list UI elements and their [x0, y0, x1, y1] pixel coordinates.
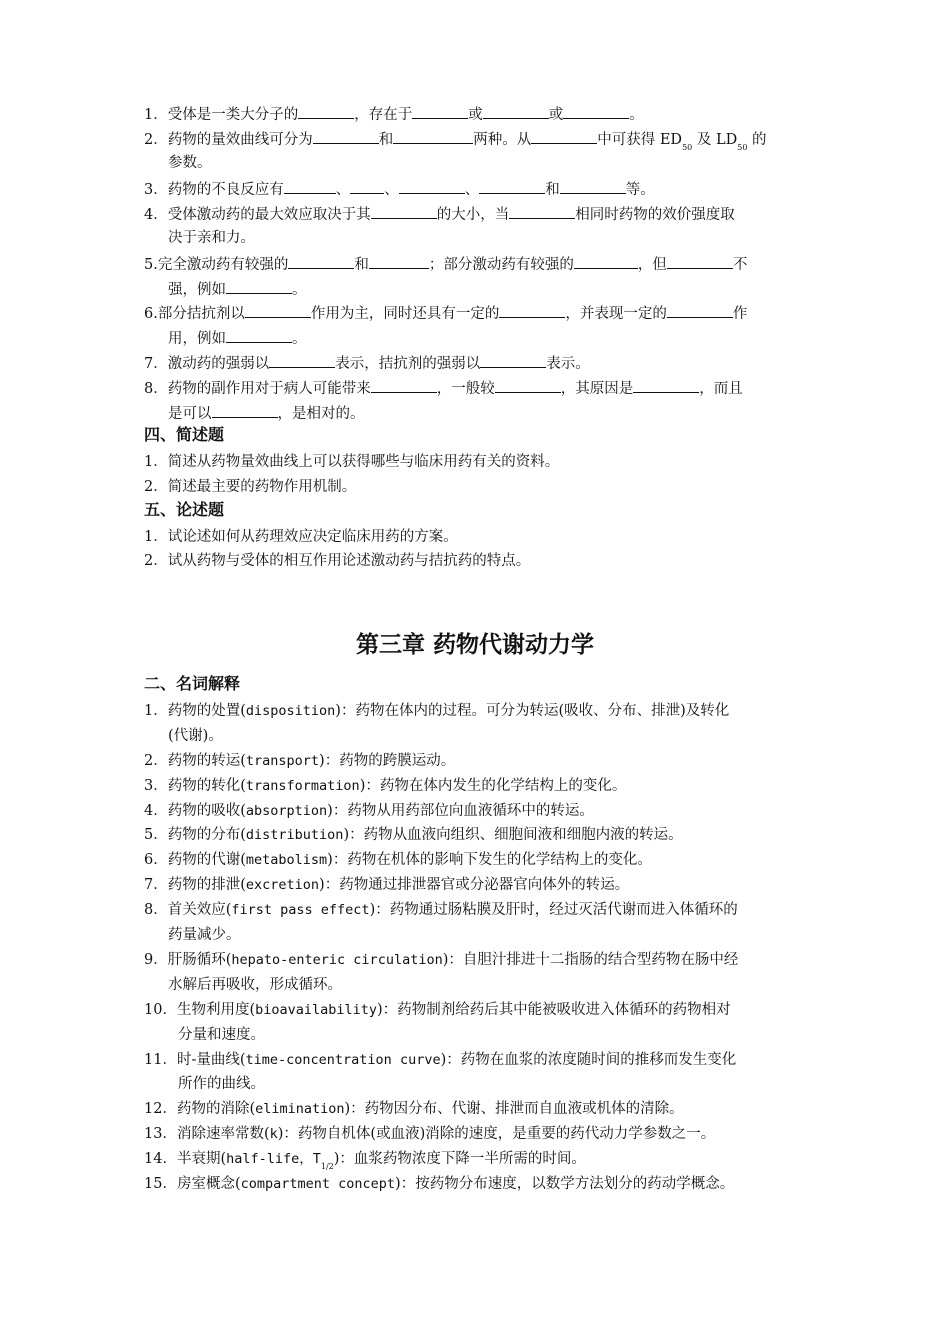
blank [369, 253, 429, 269]
text: 。 [292, 282, 307, 298]
english-term: bioavailability [255, 1002, 378, 1018]
text: 6.部分拮抗剂以 [144, 306, 245, 322]
subscript: 1/2 [320, 1162, 334, 1171]
blank [574, 253, 638, 269]
blank [479, 178, 545, 194]
text: 不 [732, 257, 748, 273]
glossary-term-7 [144, 875, 810, 895]
text: 6．药物的代谢( [144, 852, 246, 868]
fill-blank-q5-cont [168, 278, 810, 300]
blank [480, 352, 546, 368]
blank [633, 377, 699, 393]
text: )：药物通过排泄器官或分泌器官向体外的转运。 [319, 877, 630, 893]
text: 3．药物的不良反应有 [144, 182, 284, 198]
text: 等。 [625, 182, 655, 198]
text: ，一般较 [436, 381, 495, 397]
english-term: distribution [245, 827, 344, 843]
english-term: absorption [245, 803, 328, 819]
english-term: metabolism [245, 852, 328, 868]
text: )：药物从用药部位向血液循环中的转运。 [327, 803, 594, 819]
text: ，是相对的。 [277, 406, 365, 422]
text: )：药物通过肠粘膜及肝时，经过灭活代谢而进入体循环的 [369, 902, 738, 918]
blank [667, 253, 733, 269]
fill-blank-q8 [144, 377, 810, 399]
text: 4．受体激动药的最大效应取决于其 [144, 207, 371, 223]
blank [412, 103, 468, 119]
text: 表示。 [546, 356, 590, 372]
text: 3．药物的转化( [144, 778, 246, 794]
text: )：药物在体内发生的化学结构上的变化。 [359, 778, 627, 794]
text: 5．药物的分布( [144, 827, 246, 843]
english-term: time-concentration curve [245, 1052, 441, 1068]
text: 4．药物的吸收( [144, 803, 246, 819]
text: 13．消除速率常数( [144, 1126, 270, 1142]
fill-blank-q1 [144, 103, 810, 125]
text: 。 [292, 331, 307, 347]
text: 11．时-量曲线( [144, 1052, 246, 1068]
english-term: first pass effect [231, 902, 370, 918]
essay-q1: 1．试论述如何从药理效应决定临床用药的方案。 [144, 529, 458, 545]
section-heading-short-answer: 四、简述题 [144, 425, 225, 444]
text: 9．肝肠循环( [144, 952, 232, 968]
blank [495, 377, 561, 393]
blank [499, 302, 565, 318]
glossary-term-9-cont: 水解后再吸收，形成循环。 [168, 977, 342, 993]
text: 2．药物的量效曲线可分为 [144, 132, 313, 148]
section-heading-essay: 五、论述题 [144, 500, 225, 519]
text: )：药物因分布、代谢、排泄而自血液或机体的清除。 [344, 1101, 684, 1117]
text: )：药物在机体的影响下发生的化学结构上的变化。 [327, 852, 652, 868]
english-term: elimination [255, 1101, 345, 1117]
text: 10．生物利用度( [144, 1002, 256, 1018]
text: )：药物的跨膜运动。 [319, 753, 456, 769]
glossary-term-12 [144, 1099, 810, 1119]
blank [563, 103, 629, 119]
glossary-term-10-cont: 分量和速度。 [178, 1027, 265, 1043]
text: ，存在于 [354, 107, 413, 123]
text: 和 [378, 132, 394, 148]
text: 14．半衰期( [144, 1151, 227, 1167]
fill-blank-q3 [144, 178, 810, 200]
glossary-term-3 [144, 776, 810, 796]
text: 、 [384, 182, 399, 198]
text: )：自胆汁排进十二指肠的结合型药物在肠中经 [442, 952, 739, 968]
text: 12．药物的消除( [144, 1101, 256, 1117]
blank [269, 352, 335, 368]
text: )：血浆药物浓度下降一半所需的时间。 [333, 1151, 586, 1167]
essay-q2: 2．试从药物与受体的相互作用论述激动药与拮抗药的特点。 [144, 553, 531, 569]
fill-blank-q5 [144, 253, 810, 275]
glossary-term-8 [144, 900, 810, 920]
text: 相同时药物的效价强度取 [575, 207, 735, 223]
text: 7．药物的排泄( [144, 877, 246, 893]
text: 8．药物的副作用对于病人可能带来 [144, 381, 371, 397]
glossary-term-8-cont: 药量减少。 [168, 927, 241, 943]
glossary-term-6 [144, 850, 810, 870]
text: 1．受体是一类大分子的 [144, 107, 299, 123]
blank [371, 203, 437, 219]
fill-blank-q7 [144, 352, 810, 374]
glossary-term-4 [144, 801, 810, 821]
text: ，其原因是 [560, 381, 634, 397]
blank [313, 128, 379, 144]
text: 7．激动药的强弱以 [144, 356, 270, 372]
text: 作用为主，同时还具有一定的 [310, 306, 500, 322]
blank [531, 128, 597, 144]
blank [667, 302, 733, 318]
text: 表示，拮抗剂的强弱以 [335, 356, 481, 372]
text: 、 [335, 182, 351, 198]
blank [284, 178, 336, 194]
blank [288, 253, 354, 269]
blank [212, 402, 278, 418]
text: )：药物从血液向组织、细胞间液和细胞内液的转运。 [343, 827, 683, 843]
text: 及 LD [692, 132, 738, 148]
fill-blank-q8-cont [168, 402, 810, 424]
short-answer-q2: 2．简述最主要的药物作用机制。 [144, 479, 357, 495]
text: 两种。从 [473, 132, 532, 148]
text: 是可以 [168, 406, 212, 422]
glossary-term-1-cont: (代谢)。 [168, 728, 223, 744]
glossary-term-10 [144, 1000, 810, 1020]
glossary-term-11 [144, 1050, 810, 1070]
english-term: hepato-enteric circulation [231, 952, 443, 968]
blank [350, 178, 384, 194]
text: 、 [464, 182, 480, 198]
text: ；部分激动药有较强的 [428, 257, 574, 273]
glossary-term-9 [144, 950, 810, 970]
blank [509, 203, 575, 219]
glossary-term-15 [144, 1174, 810, 1194]
english-term: transport [245, 753, 320, 769]
english-term: transformation [245, 778, 360, 794]
text: 。 [629, 107, 644, 123]
english-term: excretion [245, 877, 320, 893]
text: 强，例如 [168, 282, 226, 298]
glossary-term-2 [144, 751, 810, 771]
text: )：药物自机体(或血液)消除的速度，是重要的药代动力学参数之一。 [277, 1126, 716, 1142]
text: )：药物在体内的过程。可分为转运(吸收、分布、排泄)及转化 [335, 703, 730, 719]
text: 和 [545, 182, 560, 198]
glossary-term-13 [144, 1124, 810, 1144]
text: 和 [354, 257, 369, 273]
english-term: k [269, 1126, 278, 1142]
fill-blank-q2-cont: 参数。 [168, 155, 212, 171]
text: 1．药物的处置( [144, 703, 246, 719]
subscript: 50 [682, 143, 693, 152]
glossary-term-5 [144, 825, 810, 845]
blank [560, 178, 626, 194]
text: )：药物制剂给药后其中能被吸收进入体循环的药物相对 [377, 1002, 731, 1018]
blank [399, 178, 465, 194]
text: 或 [548, 107, 564, 123]
glossary-term-11-cont: 所作的曲线。 [178, 1076, 265, 1092]
text: 作 [732, 306, 748, 322]
text: )：药物在血浆的浓度随时间的推移而发生变化 [440, 1052, 737, 1068]
text: ，并表现一定的 [565, 306, 667, 322]
blank [226, 327, 292, 343]
fill-blank-q4 [144, 203, 810, 225]
chapter-title: 第三章 药物代谢动力学 [355, 632, 594, 658]
text: )：按药物分布速度，以数学方法划分的药动学概念。 [395, 1176, 735, 1192]
blank [245, 302, 311, 318]
section-heading-glossary: 二、名词解释 [144, 674, 241, 693]
blank [393, 128, 473, 144]
glossary-term-14 [144, 1149, 810, 1177]
text: 用，例如 [168, 331, 226, 347]
blank [371, 377, 437, 393]
text: 的 [747, 132, 767, 148]
glossary-term-1 [144, 701, 810, 721]
text: 或 [468, 107, 483, 123]
text: 15．房室概念( [144, 1176, 241, 1192]
short-answer-q1: 1．简述从药物量效曲线上可以获得哪些与临床用药有关的资料。 [144, 454, 560, 470]
subscript: 50 [737, 143, 748, 152]
text: ，但 [637, 257, 667, 273]
text: ，而且 [699, 381, 743, 397]
text: 8．首关效应( [144, 902, 232, 918]
blank [298, 103, 354, 119]
text: 2．药物的转运( [144, 753, 246, 769]
fill-blank-q4-cont: 决于亲和力。 [168, 230, 255, 246]
text: 的大小，当 [436, 207, 510, 223]
fill-blank-q6 [144, 302, 810, 324]
blank [483, 103, 549, 119]
blank [226, 278, 292, 294]
english-term: half-life，T [226, 1151, 321, 1167]
english-term: compartment concept [240, 1176, 396, 1192]
text: 中可获得 ED [597, 132, 683, 148]
english-term: disposition [245, 703, 336, 719]
fill-blank-q6-cont [168, 327, 810, 349]
text: 5.完全激动药有较强的 [144, 257, 289, 273]
